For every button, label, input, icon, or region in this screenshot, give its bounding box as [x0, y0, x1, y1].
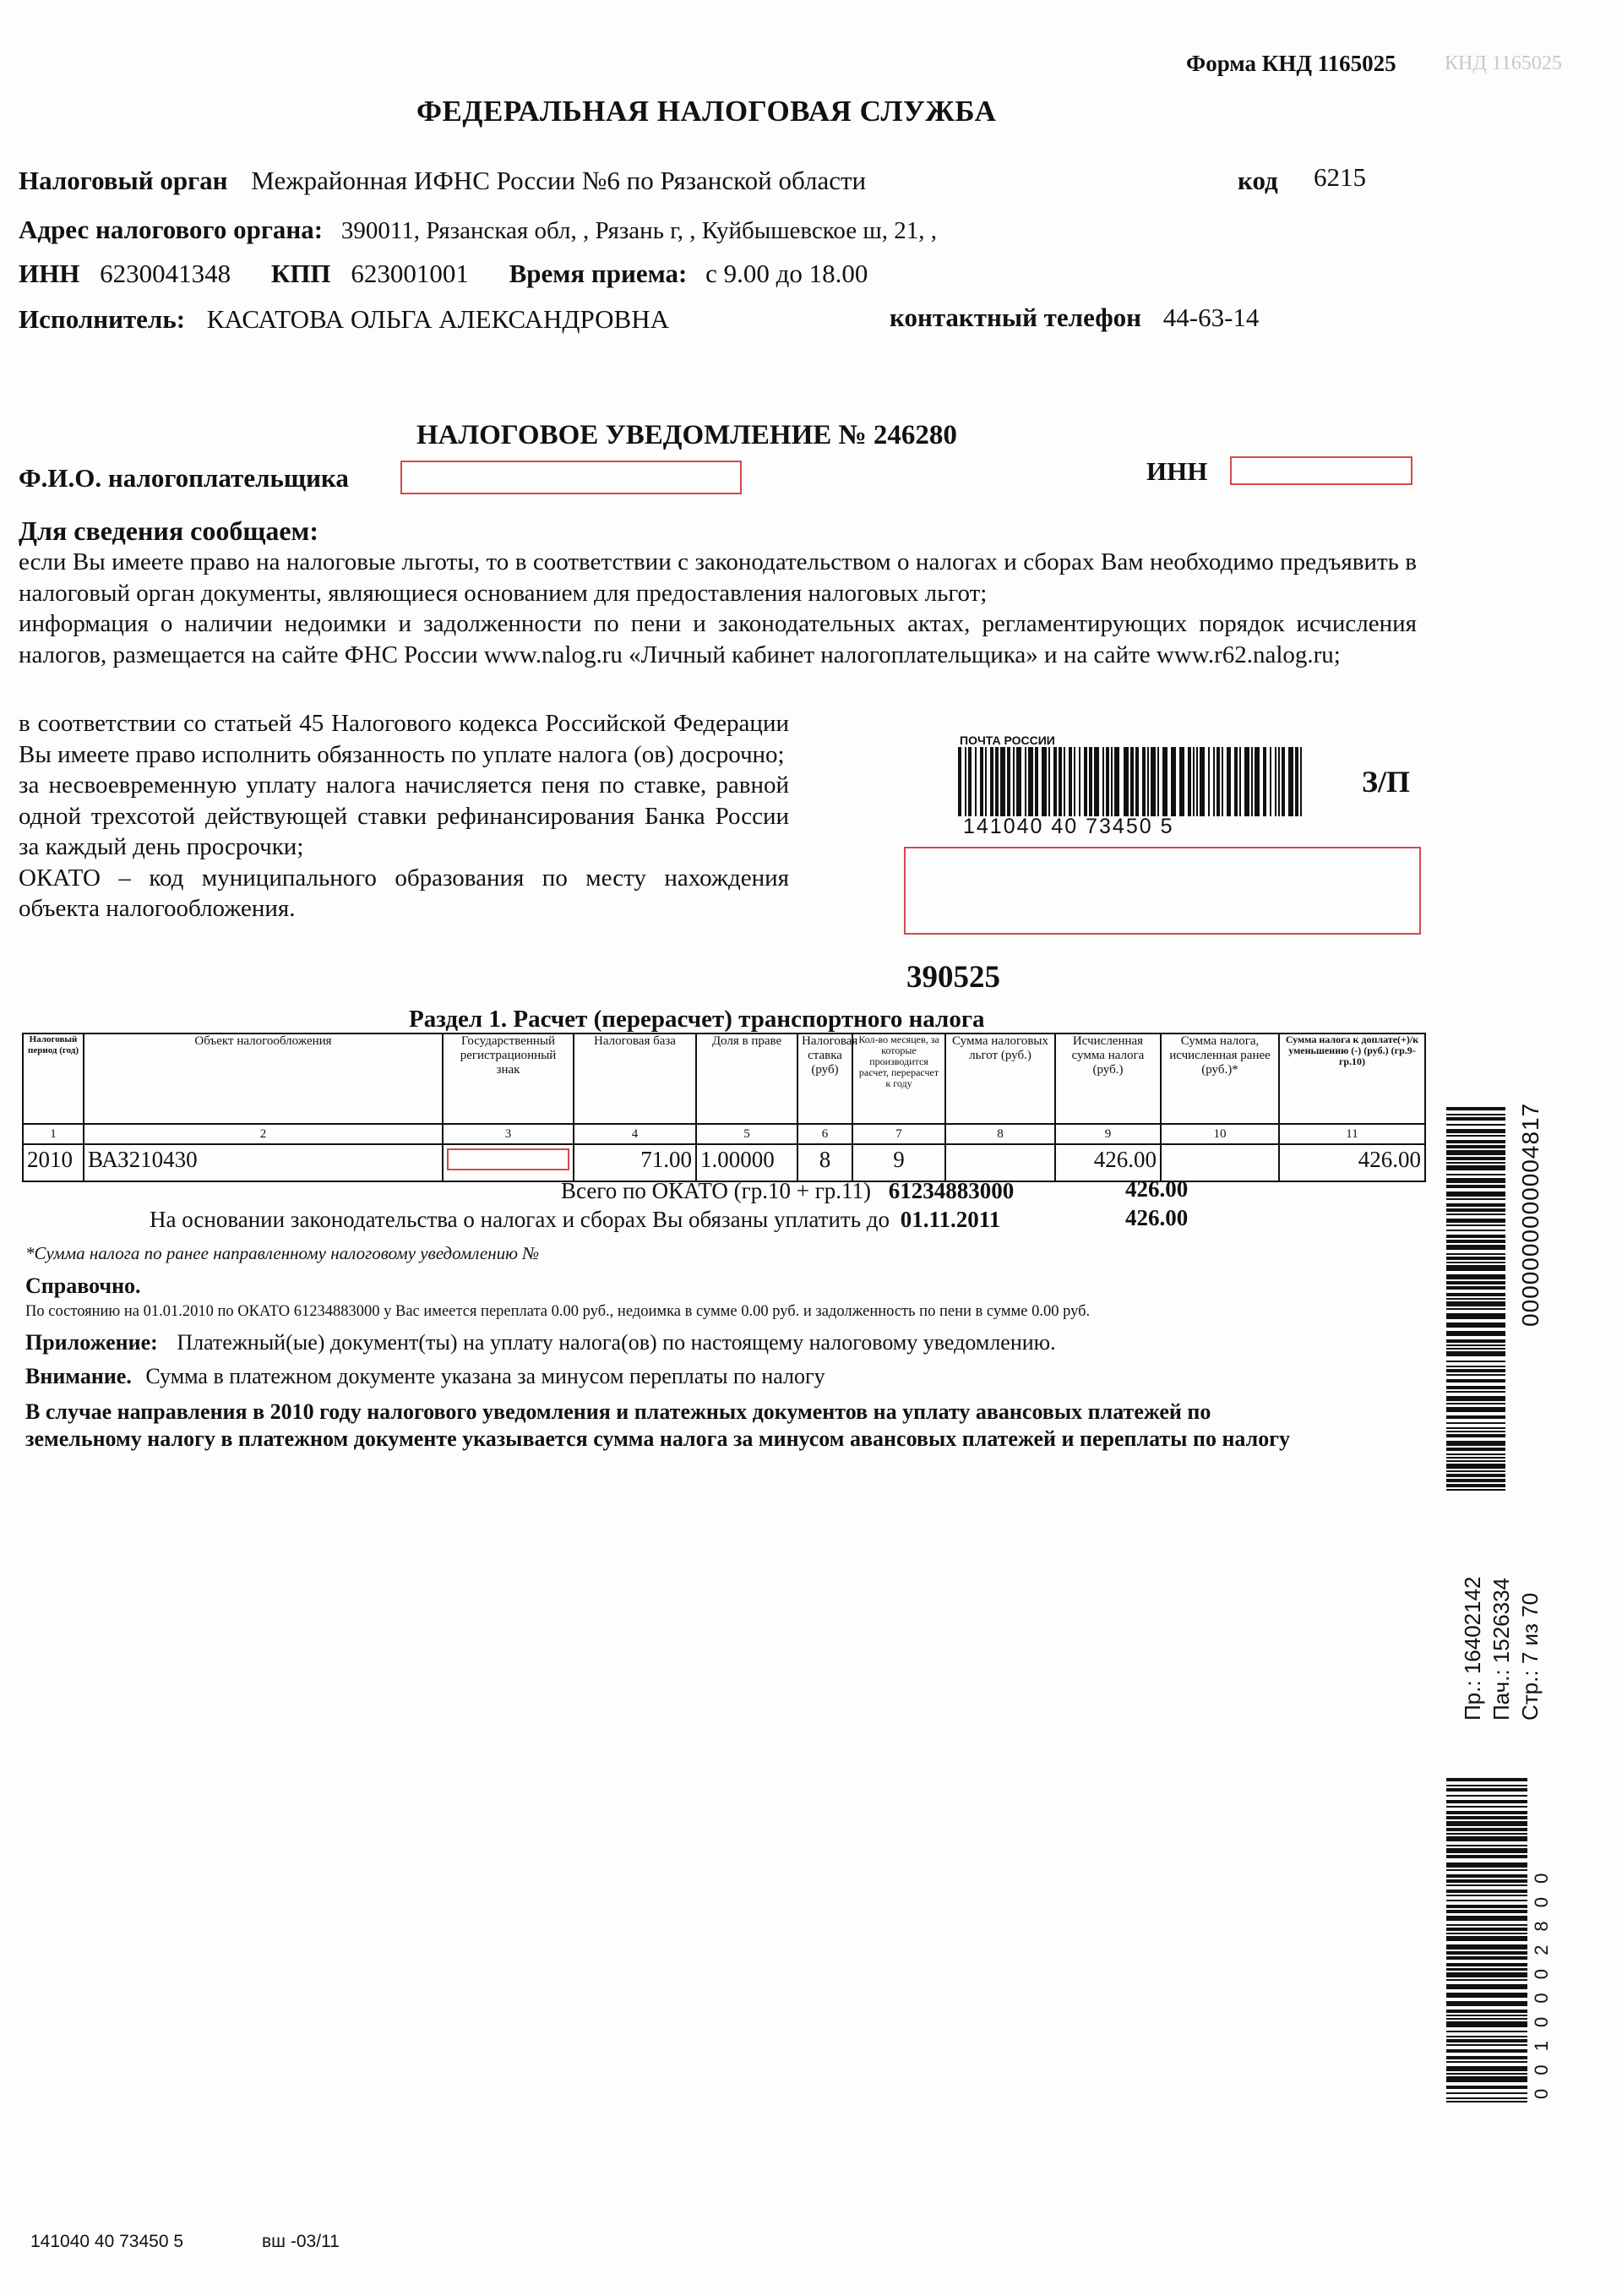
- info-paragraph-top: [19, 547, 1417, 670]
- barcode-bar: [1446, 1993, 1527, 1998]
- barcode-bar: [1446, 1313, 1505, 1318]
- postal-barcode: [958, 747, 1304, 816]
- barcode-bar: [1446, 1460, 1505, 1462]
- footer-version: вш -03/11: [262, 2232, 340, 2251]
- barcode-bar: [1446, 1403, 1505, 1404]
- barcode-bar: [1446, 1968, 1527, 1970]
- batch-pr: Пр.: 16402142: [1460, 1576, 1485, 1721]
- bold-notice-line-1: В случае направления в 2010 году налогового уведомления и платежных документов на уплату авансовых платежей по: [25, 1399, 1211, 1424]
- barcode-bar: [1157, 747, 1159, 816]
- okato-total-label: Всего по ОКАТО (гр.10 + гр.11): [561, 1178, 872, 1203]
- col-number: 1: [23, 1124, 84, 1144]
- barcode-bar: [1239, 747, 1241, 816]
- postal-index: 390525: [906, 960, 1000, 995]
- tax-office-code-value: 6215: [1314, 162, 1366, 192]
- cell-object: ВАЗ210430: [84, 1144, 443, 1181]
- form-code-ghost: КНД 1165025: [1445, 52, 1562, 74]
- info-text-website: информация о наличии недоимки и задолженности по пени и законодательных актах, регламентирующих порядок исчисления налогов, размещается на сайте ФНС России www.nalog.ru «Личный кабинет налогоплательщика» и на сайте www.r62.nalog.ru;: [19, 610, 1417, 668]
- due-value: 426.00: [1125, 1205, 1189, 1230]
- barcode-bar: [1114, 747, 1119, 816]
- barcode-bar: [1084, 747, 1087, 816]
- barcode-bar: [1446, 1192, 1505, 1197]
- attention-row: [25, 1364, 825, 1389]
- office-inn-value: 6230041348: [100, 259, 231, 288]
- barcode-bar: [1446, 2018, 1527, 2020]
- barcode-bar: [1446, 1331, 1505, 1336]
- bold-notice-line-2: земельному налогу в платежном документе указывается сумма налога за минусом авансовых платежей и переплаты по налогу: [25, 1426, 1291, 1451]
- barcode-bar: [1282, 747, 1285, 816]
- cell-share: 1.00000: [696, 1144, 797, 1181]
- barcode-bar: [1213, 747, 1215, 816]
- col-number: 10: [1161, 1124, 1279, 1144]
- agency-title: ФЕДЕРАЛЬНАЯ НАЛОГОВАЯ СЛУЖБА: [416, 95, 997, 128]
- calc-column-numbers-row: [23, 1124, 1425, 1144]
- attachment-text: Платежный(ые) документ(ты) на уплату налога(ов) по настоящему налоговому уведомлению.: [177, 1330, 1056, 1355]
- barcode-bar: [1151, 747, 1156, 816]
- barcode-bar: [1446, 1434, 1505, 1437]
- barcode-bar: [1446, 1185, 1505, 1188]
- barcode-bar: [1446, 1806, 1527, 1808]
- barcode-bar: [1446, 1117, 1505, 1121]
- barcode-bar: [1446, 1114, 1505, 1115]
- due-row: [150, 1207, 1000, 1233]
- col-number: 8: [945, 1124, 1055, 1144]
- barcode-bar: [1255, 747, 1260, 816]
- info-text-benefits: если Вы имеете право на налоговые льготы, то в соответствии с законодательством о налогах и сборах Вам необходимо предъявить в налоговый орган документы, являющиеся основанием для предоставления налоговых льгот;: [19, 548, 1417, 607]
- barcode-bar: [1446, 1479, 1505, 1482]
- barcode-bar: [1446, 1836, 1527, 1841]
- barcode-bar: [1446, 1369, 1505, 1372]
- barcode-bar: [1446, 1235, 1505, 1238]
- barcode-bar: [1446, 1828, 1527, 1831]
- notice-title: НАЛОГОВОЕ УВЕДОМЛЕНИЕ № 246280: [416, 420, 957, 450]
- barcode-bar: [1446, 1308, 1505, 1310]
- barcode-bar: [1446, 1391, 1505, 1393]
- barcode-bar: [1446, 1900, 1527, 1901]
- barcode-bar: [1446, 1208, 1505, 1212]
- barcode-bar: [1446, 1323, 1505, 1328]
- barcode-bar: [1446, 1474, 1505, 1477]
- executor-value: КАСАТОВА ОЛЬГА АЛЕКСАНДРОВНА: [206, 304, 670, 334]
- barcode-bar: [1446, 1933, 1527, 1934]
- barcode-bar: [1446, 2039, 1527, 2042]
- side-barcode-bottom: [1446, 1778, 1527, 2104]
- barcode-bar: [1275, 747, 1276, 816]
- barcode-bar: [1244, 747, 1249, 816]
- barcode-bar: [1300, 747, 1302, 816]
- okato-total-row: [561, 1178, 1014, 1204]
- barcode-bar: [1446, 1795, 1527, 1797]
- barcode-bar: [1251, 747, 1253, 816]
- barcode-bar: [965, 747, 966, 816]
- barcode-bar: [1200, 747, 1205, 816]
- barcode-bar: [1102, 747, 1104, 816]
- barcode-bar: [1162, 747, 1168, 816]
- tax-office-label: Налоговый орган: [19, 166, 228, 195]
- col-number: 7: [852, 1124, 945, 1144]
- barcode-bar: [1234, 747, 1238, 816]
- barcode-bar: [1446, 1956, 1527, 1960]
- col-number: 2: [84, 1124, 443, 1144]
- barcode-bar: [1278, 747, 1280, 816]
- barcode-bar: [1446, 1203, 1505, 1207]
- barcode-bar: [1288, 747, 1293, 816]
- barcode-bar: [1446, 1174, 1505, 1175]
- info-text-penalty: за несвоевременную уплату налога начисляется пеня по ставке, равной одной трехсотой действующей ставки рефинансирования Банка России за каждый день просрочки;: [19, 772, 789, 860]
- batch-page: Стр.: 7 из 70: [1517, 1592, 1543, 1721]
- barcode-bar: [1446, 1936, 1527, 1941]
- footnote: *Сумма налога по ранее направленному налоговому уведомлению №: [25, 1243, 540, 1263]
- batch-pach: Пач.: 1526334: [1489, 1577, 1514, 1721]
- cell-benefits: [945, 1144, 1055, 1181]
- barcode-bar: [1079, 747, 1080, 816]
- okato-total-value: 426.00: [1125, 1176, 1189, 1202]
- col-header-previous: Сумма налога, исчисленная ранее (руб.)*: [1161, 1033, 1279, 1124]
- barcode-bar: [1446, 1890, 1527, 1893]
- barcode-bar: [1446, 1895, 1527, 1896]
- barcode-bar: [1446, 1448, 1505, 1451]
- cell-base: 71.00: [574, 1144, 696, 1181]
- barcode-bar: [1446, 1348, 1505, 1350]
- barcode-bar: [1208, 747, 1210, 816]
- barcode-bar: [1446, 1298, 1505, 1300]
- col-header-period: Налоговый период (год): [23, 1033, 84, 1124]
- barcode-bar: [1446, 1361, 1505, 1362]
- barcode-bar: [1222, 747, 1223, 816]
- barcode-bar: [1446, 1422, 1505, 1424]
- barcode-bar: [1446, 1129, 1505, 1132]
- barcode-bar: [1446, 1869, 1527, 1871]
- barcode-bar: [1446, 1972, 1527, 1977]
- barcode-bar: [1446, 1924, 1527, 1926]
- barcode-bar: [1446, 1862, 1527, 1868]
- barcode-bar: [1446, 2021, 1527, 2026]
- barcode-bar: [1446, 2056, 1527, 2059]
- reference-text: По состоянию на 01.01.2010 по ОКАТО 61234883000 у Вас имеется переплата 0.00 руб., недоимка в сумме 0.00 руб. и задолженность по пени в сумме 0.00 руб.: [25, 1303, 1091, 1320]
- barcode-bar: [1446, 2031, 1527, 2032]
- taxpayer-inn-label: ИНН: [1146, 456, 1208, 486]
- col-header-to-pay: Сумма налога к доплате(+)/к уменьшению (-) (руб.) (гр.9- гр.10): [1279, 1033, 1425, 1124]
- barcode-bar: [1446, 2073, 1527, 2075]
- address-value: 390011, Рязанская обл, , Рязань г, , Куйбышевское ш, 21, ,: [340, 217, 937, 244]
- barcode-bar: [1295, 747, 1298, 816]
- barcode-bar: [1446, 1984, 1527, 1989]
- barcode-bar: [1446, 1905, 1527, 1908]
- barcode-bar: [1446, 1800, 1527, 1803]
- barcode-bar: [1446, 2049, 1527, 2053]
- barcode-bar: [1446, 1811, 1527, 1814]
- address-label: Адрес налогового органа:: [19, 215, 324, 244]
- calc-table: [22, 1033, 1426, 1182]
- attachment-label: Приложение:: [25, 1330, 158, 1355]
- barcode-bar: [1227, 747, 1230, 816]
- barcode-bar: [1446, 1457, 1505, 1459]
- barcode-bar: [1446, 1979, 1527, 1981]
- col-header-months: Кол-во месяцев, за которые производится расчет, перерасчет к году: [852, 1033, 945, 1124]
- info-paragraph-left: [19, 708, 789, 924]
- barcode-bar: [1446, 1366, 1505, 1367]
- barcode-bar: [1446, 2036, 1527, 2037]
- barcode-bar: [1007, 747, 1010, 816]
- hours-value: с 9.00 до 18.00: [705, 259, 868, 288]
- barcode-bar: [1446, 1879, 1527, 1883]
- taxpayer-fio-field[interactable]: [400, 461, 742, 494]
- barcode-bar: [1446, 2010, 1527, 2013]
- barcode-bar: [1059, 747, 1062, 816]
- barcode-bar: [1106, 747, 1109, 816]
- office-kpp-label: КПП: [270, 259, 331, 288]
- barcode-bar: [1446, 2086, 1527, 2089]
- barcode-bar: [1446, 1145, 1505, 1148]
- col-number: 9: [1055, 1124, 1161, 1144]
- barcode-bar: [1446, 1821, 1527, 1826]
- col-number: 5: [696, 1124, 797, 1144]
- side-barcode-top-digits: 0000000000004817: [1517, 1102, 1543, 1327]
- barcode-bar: [1035, 747, 1038, 816]
- barcode-bar: [1446, 1951, 1527, 1955]
- barcode-bar: [1171, 747, 1176, 816]
- okato-code: 61234883000: [888, 1178, 1015, 1203]
- col-header-calculated: Исчисленная сумма налога (руб.): [1055, 1033, 1161, 1124]
- barcode-bar: [1053, 747, 1057, 816]
- phone-label: контактный телефон: [890, 303, 1142, 332]
- phone-value: 44-63-14: [1162, 303, 1260, 332]
- barcode-bar: [1147, 747, 1149, 816]
- address-row: [19, 215, 937, 245]
- barcode-bar: [1446, 1489, 1505, 1491]
- barcode-bar: [980, 747, 983, 816]
- info-heading: Для сведения сообщаем:: [19, 515, 318, 546]
- barcode-bar: [1216, 747, 1220, 816]
- barcode-bar: [995, 747, 999, 816]
- barcode-bar: [1446, 1778, 1527, 1781]
- barcode-bar: [1179, 747, 1184, 816]
- col-header-rate: Налоговая ставка (руб): [797, 1033, 852, 1124]
- col-number: 4: [574, 1124, 696, 1144]
- barcode-bar: [1446, 2044, 1527, 2046]
- attention-text: Сумма в платежном документе указана за минусом переплаты по налогу: [145, 1364, 825, 1388]
- executor-label: Исполнитель:: [19, 304, 186, 334]
- col-header-base: Налоговая база: [574, 1033, 696, 1124]
- office-kpp-value: 623001001: [351, 259, 469, 288]
- barcode-bar: [1446, 1386, 1505, 1389]
- attention-label: Внимание.: [25, 1364, 132, 1388]
- col-header-object: Объект налогообложения: [84, 1033, 443, 1124]
- postal-barcode-digits: 141040 40 73450 5: [963, 815, 1174, 838]
- barcode-bar: [1446, 1135, 1505, 1137]
- barcode-bar: [1446, 2076, 1527, 2081]
- attachment-row: [25, 1330, 1056, 1355]
- col-header-reg-sign: Государственный регистрационный знак: [443, 1033, 574, 1124]
- barcode-bar: [1188, 747, 1191, 816]
- barcode-bar: [1446, 1944, 1527, 1950]
- barcode-bar: [1446, 1281, 1505, 1284]
- section-title: Раздел 1. Расчет (перерасчет) транспортного налога: [409, 1006, 985, 1033]
- barcode-bar: [958, 747, 961, 816]
- phone-row: [890, 303, 1259, 333]
- taxpayer-inn-field[interactable]: [1230, 456, 1412, 485]
- side-barcode-top: [1446, 1107, 1505, 1496]
- barcode-bar: [1446, 1464, 1505, 1469]
- barcode-bar: [1446, 1245, 1505, 1250]
- barcode-bar: [1135, 747, 1139, 816]
- barcode-bar: [1446, 2066, 1527, 2071]
- barcode-bar: [1263, 747, 1266, 816]
- barcode-bar: [1446, 1265, 1505, 1270]
- barcode-bar: [1446, 1157, 1505, 1160]
- footer-code: 141040 40 73450 5: [30, 2232, 184, 2251]
- cell-year: 2010: [23, 1144, 84, 1181]
- col-number: 11: [1279, 1124, 1425, 1144]
- due-date: 01.11.2011: [900, 1207, 1001, 1232]
- barcode-bar: [1446, 1286, 1505, 1290]
- side-barcode-bottom-digits: 0 0 1 0 0 0 2 8 0 0: [1531, 1868, 1552, 2099]
- barcode-bar: [1446, 1910, 1527, 1913]
- postal-brand: ПОЧТА РОССИИ: [960, 734, 1055, 747]
- barcode-bar: [1446, 1178, 1505, 1183]
- executor-row: [19, 304, 669, 335]
- barcode-bar: [1446, 1293, 1505, 1296]
- barcode-bar: [1130, 747, 1134, 816]
- col-number: 3: [443, 1124, 574, 1144]
- barcode-bar: [1446, 1140, 1505, 1143]
- barcode-bar: [1446, 1833, 1527, 1835]
- barcode-bar: [1042, 747, 1047, 816]
- barcode-bar: [1270, 747, 1271, 816]
- col-header-share: Доля в праве: [696, 1033, 797, 1124]
- hours-label: Время приема:: [509, 259, 688, 288]
- barcode-bar: [1446, 1301, 1505, 1306]
- barcode-bar: [1446, 1785, 1527, 1786]
- form-code: Форма КНД 1165025: [1186, 51, 1396, 76]
- cell-calculated: 426.00: [1055, 1144, 1161, 1181]
- col-header-benefits: Сумма налоговых льгот (руб.): [945, 1033, 1055, 1124]
- barcode-bar: [1446, 1351, 1505, 1356]
- barcode-bar: [1446, 1274, 1505, 1279]
- barcode-bar: [1446, 1240, 1505, 1243]
- barcode-bar: [1446, 1124, 1505, 1126]
- info-text-early-payment: в соответствии со статьей 45 Налогового кодекса Российской Федерации Вы имеете право исполнить обязанность по уплате налога (ов) досрочно;: [19, 710, 789, 768]
- barcode-bar: [1446, 1848, 1527, 1853]
- barcode-bar: [1446, 1407, 1505, 1412]
- barcode-bar: [990, 747, 993, 816]
- barcode-bar: [1446, 1339, 1505, 1343]
- calc-header-row: [23, 1033, 1425, 1124]
- barcode-bar: [1446, 1441, 1505, 1446]
- barcode-bar: [1196, 747, 1198, 816]
- barcode-bar: [1000, 747, 1005, 816]
- taxpayer-fio-label: Ф.И.О. налогоплательщика: [19, 463, 349, 493]
- barcode-bar: [1111, 747, 1113, 816]
- barcode-bar: [1446, 1262, 1505, 1263]
- tax-office-value: Межрайонная ИФНС России №6 по Рязанской области: [251, 166, 867, 195]
- cell-to-pay: 426.00: [1279, 1144, 1425, 1181]
- barcode-bar: [1446, 1253, 1505, 1255]
- barcode-bar: [1446, 1165, 1505, 1170]
- tax-office-code-label: код: [1238, 166, 1278, 195]
- postal-mark: З/П: [1362, 765, 1411, 799]
- barcode-bar: [1446, 2092, 1527, 2094]
- barcode-bar: [1446, 1484, 1505, 1487]
- barcode-bar: [1074, 747, 1075, 816]
- barcode-bar: [1446, 1257, 1505, 1260]
- reference-heading: Справочно.: [25, 1273, 141, 1298]
- barcode-bar: [1446, 1374, 1505, 1376]
- barcode-bar: [1446, 1816, 1527, 1819]
- barcode-bar: [1446, 1230, 1505, 1231]
- barcode-bar: [1446, 2097, 1527, 2099]
- info-text-okato: ОКАТО – код муниципального образования по месту нахождения объекта налогообложения.: [19, 864, 789, 922]
- tax-office-row: [19, 166, 866, 196]
- barcode-bar: [1094, 747, 1099, 816]
- barcode-bar: [1446, 2015, 1527, 2016]
- barcode-bar: [1446, 1379, 1505, 1383]
- barcode-bar: [975, 747, 977, 816]
- barcode-bar: [1446, 1213, 1505, 1215]
- barcode-bar: [1446, 1107, 1505, 1110]
- postal-address-field[interactable]: [904, 847, 1421, 935]
- barcode-bar: [1446, 1431, 1505, 1432]
- barcode-bar: [1446, 1427, 1505, 1429]
- barcode-bar: [968, 747, 972, 816]
- barcode-bar: [1048, 747, 1050, 816]
- barcode-bar: [1446, 1963, 1527, 1966]
- barcode-bar: [1446, 1224, 1505, 1226]
- barcode-bar: [1446, 1470, 1505, 1472]
- barcode-bar: [1028, 747, 1033, 816]
- barcode-bar: [1446, 2101, 1527, 2102]
- barcode-bar: [1446, 1219, 1505, 1222]
- barcode-bar: [1064, 747, 1065, 816]
- barcode-bar: [1446, 1344, 1505, 1346]
- barcode-bar: [1069, 747, 1072, 816]
- barcode-bar: [1446, 1453, 1505, 1455]
- barcode-bar: [1446, 1855, 1527, 1858]
- barcode-bar: [1446, 1162, 1505, 1164]
- barcode-bar: [1089, 747, 1092, 816]
- barcode-bar: [1446, 1845, 1527, 1846]
- barcode-bar: [1446, 1916, 1527, 1921]
- reg-sign-field[interactable]: [447, 1148, 569, 1170]
- barcode-bar: [1193, 747, 1195, 816]
- cell-months: 9: [852, 1144, 945, 1181]
- barcode-bar: [1446, 2061, 1527, 2063]
- barcode-bar: [1446, 1788, 1527, 1792]
- barcode-bar: [1446, 1884, 1527, 1886]
- barcode-bar: [1446, 1928, 1527, 1931]
- barcode-bar: [1025, 747, 1026, 816]
- barcode-bar: [1124, 747, 1129, 816]
- barcode-bar: [1013, 747, 1015, 816]
- inn-kpp-row: [19, 259, 868, 289]
- barcode-bar: [985, 747, 987, 816]
- barcode-bar: [1446, 1150, 1505, 1155]
- barcode-bar: [1446, 2001, 1527, 2006]
- cell-rate: 8: [797, 1144, 852, 1181]
- calc-data-row: [23, 1144, 1425, 1181]
- barcode-bar: [1446, 1396, 1505, 1401]
- barcode-bar: [1142, 747, 1146, 816]
- barcode-bar: [1016, 747, 1021, 816]
- office-inn-label: ИНН: [19, 259, 80, 288]
- barcode-bar: [1446, 1874, 1527, 1878]
- col-number: 6: [797, 1124, 852, 1144]
- barcode-bar: [1446, 1198, 1505, 1200]
- cell-reg-sign: [443, 1144, 574, 1181]
- due-label: На основании законодательства о налогах и сборах Вы обязаны уплатить до: [150, 1207, 890, 1232]
- barcode-bar: [1446, 1415, 1505, 1419]
